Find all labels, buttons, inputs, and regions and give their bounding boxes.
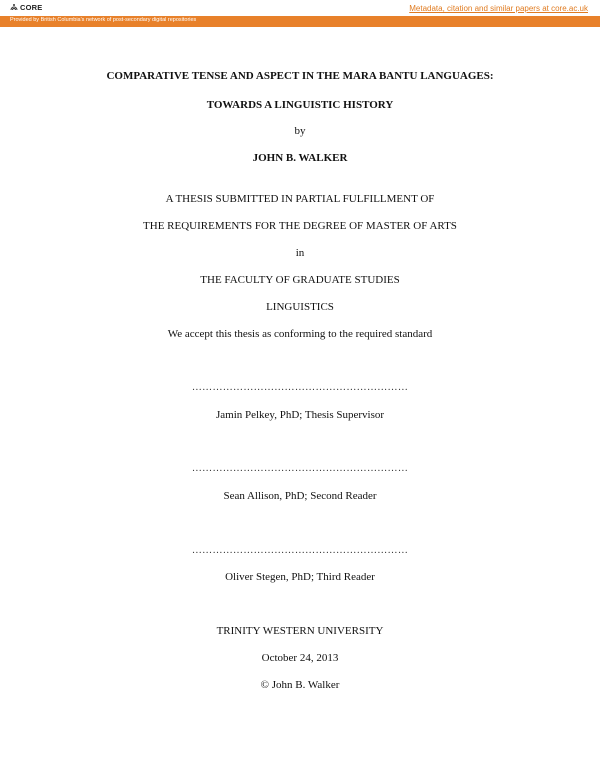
acceptance-statement: We accept this thesis as conforming to the required standard [167, 328, 433, 340]
signatory-second-reader: Sean Allison, PhD; Second Reader [223, 490, 377, 502]
core-metadata-link[interactable]: Metadata, citation and similar papers at core.ac.uk [409, 4, 588, 13]
provider-bar [0, 16, 600, 27]
faculty-name: THE FACULTY OF GRADUATE STUDIES [200, 274, 400, 286]
core-logo-icon [10, 2, 18, 13]
author-name: JOHN B. WALKER [252, 152, 348, 164]
signature-line-3: ……………………………………………………… [191, 545, 409, 556]
university-name: TRINITY WESTERN UNIVERSITY [216, 625, 384, 637]
signatory-supervisor: Jamin Pelkey, PhD; Thesis Supervisor [215, 409, 385, 421]
signature-line-1: ……………………………………………………… [191, 382, 409, 393]
core-logo[interactable] [10, 2, 42, 13]
department-name: LINGUISTICS [266, 301, 334, 313]
signatory-third-reader: Oliver Stegen, PhD; Third Reader [225, 571, 375, 583]
submission-line-2: THE REQUIREMENTS FOR THE DEGREE OF MASTER OF ARTS [143, 220, 457, 232]
thesis-title-line-1: COMPARATIVE TENSE AND ASPECT IN THE MARA BANTU LANGUAGES: [106, 70, 494, 82]
thesis-date: October 24, 2013 [261, 652, 339, 664]
thesis-title-line-2: TOWARDS A LINGUISTIC HISTORY [206, 99, 394, 111]
copyright-notice: © John B. Walker [260, 679, 340, 691]
in-label: in [295, 247, 305, 259]
core-logo-text: CORE [20, 3, 43, 12]
core-header [0, 0, 600, 16]
submission-line-1: A THESIS SUBMITTED IN PARTIAL FULFILLMENT OF [165, 193, 435, 205]
provider-text: Provided by British Columbia's network of post-secondary digital repositories [10, 17, 197, 23]
signature-line-2: ……………………………………………………… [191, 463, 409, 474]
by-label: by [294, 125, 306, 137]
